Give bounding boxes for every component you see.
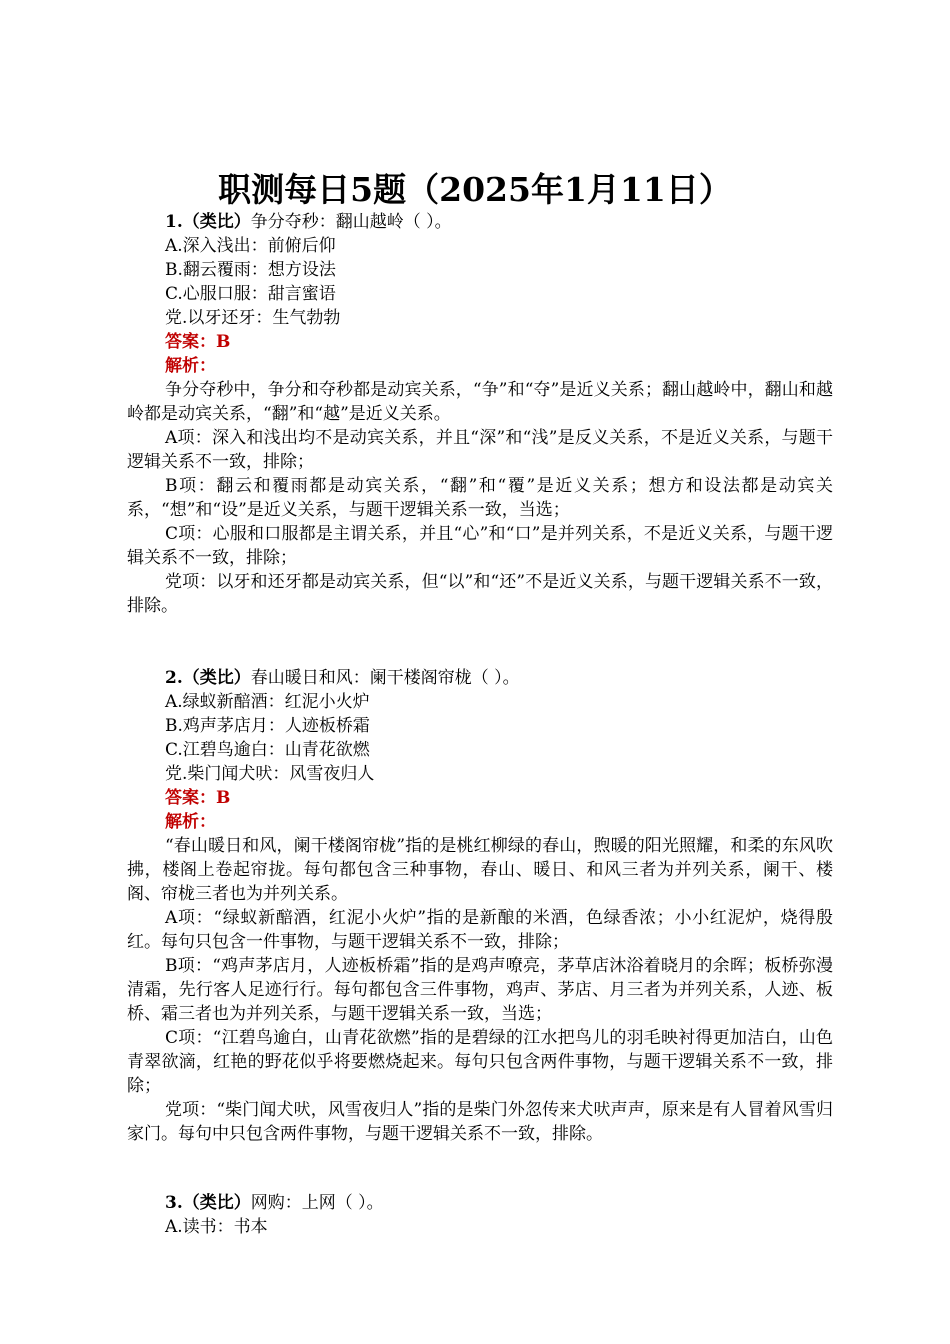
question-stem-line [127, 210, 833, 234]
analysis-paragraph: 党项：“柴门闻犬吠，风雪夜归人”指的是柴门外忽传来犬吠声声，原来是有人冒着风雪归家门。每句中只包含两件事物，与题干逻辑关系不一致，排除。 [127, 1100, 833, 1144]
document-body [127, 210, 833, 1239]
analysis-label: 解析： [165, 356, 216, 376]
question-stem-line [127, 666, 833, 690]
analysis-paragraph: B项：“鸡声茅店月，人迹板桥霜”指的是鸡声嘹亮，茅草店沐浴着晓月的余晖；板桥弥漫清霜，先行客人足迹行行。每句都包含三件事物，鸡声、茅店、月三者为并列关系，人迹、板桥、霜三者也为并列关系，与题干逻辑关系一致，当选； [127, 956, 833, 1024]
question-3 [127, 1191, 833, 1239]
option-c: C.心服口服：甜言蜜语 [165, 284, 336, 304]
question-2 [127, 666, 833, 1146]
analysis-paragraph: C项：心服和口服都是主谓关系，并且“心”和“口”是并列关系，不是近义关系，与题干逻辑关系不一致，排除； [127, 524, 833, 568]
question-stem: 网购：上网（ ）。 [250, 1193, 384, 1213]
analysis-paragraph: “春山暖日和风，阑干楼阁帘栊”指的是桃红柳绿的春山，煦暖的阳光照耀，和柔的东风吹拂，楼阁上卷起帘拢。每句都包含三种事物，春山、暖日、和风三者为并列关系，阑干、楼阁、帘栊三者也为并列关系。 [127, 836, 833, 904]
question-type-tag: （类比） [182, 1193, 251, 1213]
spacer [127, 618, 833, 642]
analysis-label: 解析： [165, 812, 216, 832]
question-type-tag: （类比） [182, 668, 251, 688]
option-d: 党.柴门闻犬吠：风雪夜归人 [165, 764, 375, 784]
analysis-paragraph: A项：“绿蚁新醅酒，红泥小火炉”指的是新酿的米酒，色绿香浓；小小红泥炉，烧得殷红。每句只包含一件事物，与题干逻辑关系不一致，排除； [127, 908, 833, 952]
analysis-paragraph: 争分夺秒中，争分和夺秒都是动宾关系，“争”和“夺”是近义关系；翻山越岭中，翻山和越岭都是动宾关系，“翻”和“越”是近义关系。 [127, 380, 833, 424]
option-b: B.翻云覆雨：想方设法 [165, 260, 336, 280]
option-a: A.绿蚁新醅酒：红泥小火炉 [165, 692, 370, 712]
analysis-paragraph: A项：深入和浅出均不是动宾关系，并且“深”和“浅”是反义关系，不是近义关系，与题干逻辑关系不一致，排除； [127, 428, 833, 472]
spacer [127, 1146, 833, 1170]
question-stem: 争分夺秒：翻山越岭（ ）。 [250, 212, 452, 232]
question-number: 2. [165, 668, 183, 688]
option-d: 党.以牙还牙：生气勃勃 [165, 308, 341, 328]
question-number: 1. [165, 212, 183, 232]
option-a: A.深入浅出：前俯后仰 [165, 236, 336, 256]
option-a: A.读书：书本 [165, 1217, 268, 1237]
answer-label: 答案：B [165, 788, 231, 808]
analysis-paragraph: 党项：以牙和还牙都是动宾关系，但“以”和“还”不是近义关系，与题干逻辑关系不一致，排除。 [127, 572, 833, 616]
question-type-tag: （类比） [182, 212, 251, 232]
spacer [127, 642, 833, 666]
option-b: B.鸡声茅店月：人迹板桥霜 [165, 716, 370, 736]
analysis-paragraph: C项：“江碧鸟逾白，山青花欲燃”指的是碧绿的江水把鸟儿的羽毛映衬得更加洁白，山色青翠欲滴，红艳的野花似乎将要燃烧起来。每句只包含两件事物，与题干逻辑关系不一致，排除； [127, 1028, 833, 1096]
analysis-paragraph: B项：翻云和覆雨都是动宾关系，“翻”和“覆”是近义关系；想方和设法都是动宾关系，“想”和“设”是近义关系，与题干逻辑关系一致，当选； [127, 476, 833, 520]
question-stem-line [127, 1191, 833, 1215]
answer-label: 答案：B [165, 332, 231, 352]
option-c: C.江碧鸟逾白：山青花欲燃 [165, 740, 370, 760]
question-stem: 春山暖日和风：阑干楼阁帘栊（ ）。 [250, 668, 520, 688]
spacer [127, 1170, 833, 1191]
question-1 [127, 210, 833, 618]
question-number: 3. [165, 1193, 183, 1213]
document-title: 职测每日5题（2025年1月11日） [218, 170, 732, 209]
